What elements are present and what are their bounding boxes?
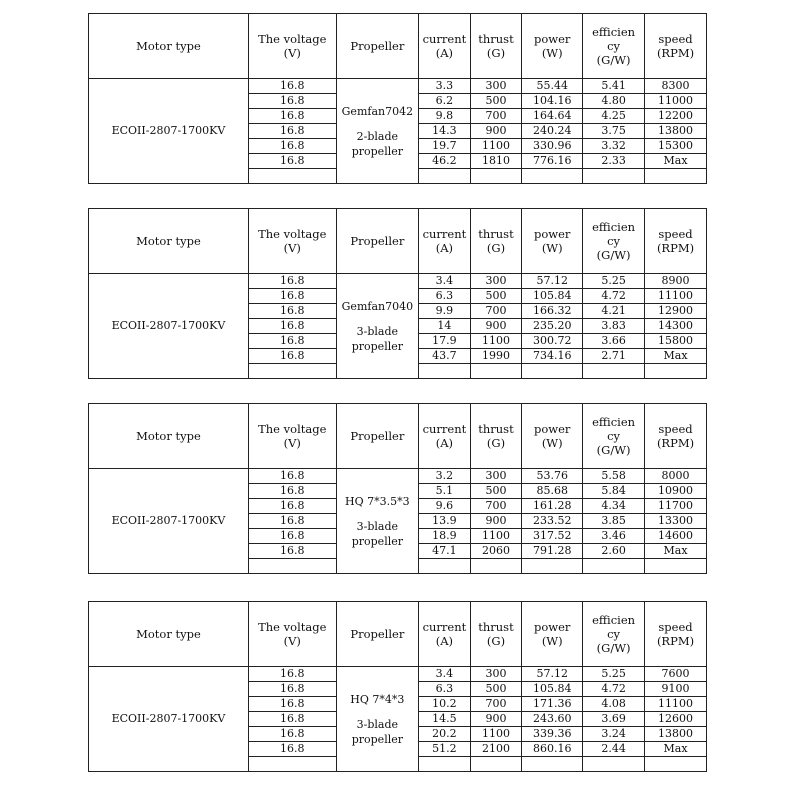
header-voltage xyxy=(248,602,336,667)
cell-voltage: 16.8 xyxy=(248,154,336,169)
cell-speed: Max xyxy=(645,154,707,169)
header-line: (RPM) xyxy=(656,436,695,450)
cell-thrust: 2060 xyxy=(470,544,522,559)
cell-power: 235.20 xyxy=(522,319,583,334)
propeller-line: Gemfan7040 xyxy=(341,299,414,313)
header-line: efficien xyxy=(592,25,636,39)
header-line: cy xyxy=(607,627,621,641)
motor-spec-table xyxy=(88,601,707,772)
cell-power: 105.84 xyxy=(522,289,583,304)
header-current xyxy=(419,14,471,79)
propeller-line: HQ 7*3.5*3 xyxy=(345,494,410,508)
cell-power: 164.64 xyxy=(522,109,583,124)
header-power xyxy=(522,209,583,274)
cell-thrust: 500 xyxy=(470,94,522,109)
header-voltage xyxy=(248,404,336,469)
cell-power: 300.72 xyxy=(522,334,583,349)
header-line: (V) xyxy=(283,436,301,450)
header-voltage xyxy=(248,209,336,274)
cell-speed: 13800 xyxy=(645,727,707,742)
header-propeller: Propeller xyxy=(336,404,419,469)
cell-thrust: 300 xyxy=(470,274,522,289)
blank-cell xyxy=(248,364,336,379)
cell-speed: 13800 xyxy=(645,124,707,139)
cell-efficiency: 3.83 xyxy=(583,319,645,334)
propeller-cell xyxy=(336,667,419,772)
cell-power: 791.28 xyxy=(522,544,583,559)
cell-current: 47.1 xyxy=(419,544,471,559)
motor-type-cell: ECOII-2807-1700KV xyxy=(89,667,249,772)
blank-cell xyxy=(248,169,336,184)
header-motor-type: Motor type xyxy=(89,404,249,469)
blank-cell xyxy=(470,757,522,772)
cell-speed: 11700 xyxy=(645,499,707,514)
blank-cell xyxy=(522,364,583,379)
blank-cell xyxy=(419,559,471,574)
header-efficiency xyxy=(583,602,645,667)
cell-current: 14 xyxy=(419,319,471,334)
header-line: (G) xyxy=(486,634,506,648)
header-propeller: Propeller xyxy=(336,209,419,274)
cell-thrust: 1100 xyxy=(470,529,522,544)
cell-efficiency: 5.58 xyxy=(583,469,645,484)
cell-efficiency: 4.72 xyxy=(583,289,645,304)
blank-cell xyxy=(419,757,471,772)
header-line: cy xyxy=(607,234,621,248)
cell-power: 85.68 xyxy=(522,484,583,499)
cell-current: 46.2 xyxy=(419,154,471,169)
cell-efficiency: 3.46 xyxy=(583,529,645,544)
cell-power: 105.84 xyxy=(522,682,583,697)
cell-speed: 10900 xyxy=(645,484,707,499)
header-voltage xyxy=(248,14,336,79)
blank-cell xyxy=(645,169,707,184)
header-line: (RPM) xyxy=(656,46,695,60)
cell-voltage: 16.8 xyxy=(248,304,336,319)
header-speed xyxy=(645,602,707,667)
cell-power: 166.32 xyxy=(522,304,583,319)
cell-efficiency: 3.85 xyxy=(583,514,645,529)
cell-speed: Max xyxy=(645,544,707,559)
header-propeller: Propeller xyxy=(336,602,419,667)
cell-voltage: 16.8 xyxy=(248,499,336,514)
header-line: current xyxy=(422,227,467,241)
header-row xyxy=(89,404,707,469)
header-thrust xyxy=(470,602,522,667)
blank-cell xyxy=(248,757,336,772)
motor-spec-table xyxy=(88,13,707,184)
header-line: (V) xyxy=(283,46,301,60)
header-row xyxy=(89,14,707,79)
header-line: (W) xyxy=(541,436,563,450)
header-line: (A) xyxy=(435,241,454,255)
header-line: (A) xyxy=(435,436,454,450)
header-line: (W) xyxy=(541,46,563,60)
cell-current: 13.9 xyxy=(419,514,471,529)
blank-cell xyxy=(645,757,707,772)
header-line: power xyxy=(533,32,571,46)
header-line: (RPM) xyxy=(656,634,695,648)
header-line: (G/W) xyxy=(596,248,631,262)
cell-voltage: 16.8 xyxy=(248,124,336,139)
cell-thrust: 700 xyxy=(470,697,522,712)
cell-power: 339.36 xyxy=(522,727,583,742)
header-thrust xyxy=(470,14,522,79)
cell-thrust: 500 xyxy=(470,289,522,304)
cell-voltage: 16.8 xyxy=(248,94,336,109)
cell-current: 18.9 xyxy=(419,529,471,544)
blank-cell xyxy=(645,364,707,379)
cell-thrust: 300 xyxy=(470,79,522,94)
header-line: power xyxy=(533,422,571,436)
header-speed xyxy=(645,14,707,79)
cell-voltage: 16.8 xyxy=(248,484,336,499)
header-motor-type: Motor type xyxy=(89,14,249,79)
cell-efficiency: 5.84 xyxy=(583,484,645,499)
propeller-line: propeller xyxy=(351,144,403,158)
cell-current: 17.9 xyxy=(419,334,471,349)
cell-thrust: 300 xyxy=(470,469,522,484)
header-power xyxy=(522,602,583,667)
header-line: (G/W) xyxy=(596,641,631,655)
cell-thrust: 900 xyxy=(470,514,522,529)
cell-power: 734.16 xyxy=(522,349,583,364)
cell-power: 57.12 xyxy=(522,667,583,682)
cell-efficiency: 3.75 xyxy=(583,124,645,139)
cell-voltage: 16.8 xyxy=(248,514,336,529)
header-line: (G/W) xyxy=(596,53,631,67)
cell-power: 240.24 xyxy=(522,124,583,139)
header-speed xyxy=(645,404,707,469)
header-line: (G) xyxy=(486,46,506,60)
cell-voltage: 16.8 xyxy=(248,79,336,94)
cell-thrust: 900 xyxy=(470,124,522,139)
cell-voltage: 16.8 xyxy=(248,139,336,154)
blank-cell xyxy=(522,757,583,772)
cell-power: 161.28 xyxy=(522,499,583,514)
cell-thrust: 900 xyxy=(470,712,522,727)
cell-speed: 11100 xyxy=(645,697,707,712)
header-current xyxy=(419,602,471,667)
cell-voltage: 16.8 xyxy=(248,682,336,697)
cell-speed: 12900 xyxy=(645,304,707,319)
table-row xyxy=(89,274,707,289)
cell-speed: 8900 xyxy=(645,274,707,289)
cell-power: 330.96 xyxy=(522,139,583,154)
cell-speed: 15800 xyxy=(645,334,707,349)
header-efficiency xyxy=(583,404,645,469)
blank-cell xyxy=(419,364,471,379)
cell-efficiency: 2.44 xyxy=(583,742,645,757)
blank-cell xyxy=(522,559,583,574)
header-line: current xyxy=(422,620,467,634)
table-row xyxy=(89,667,707,682)
cell-voltage: 16.8 xyxy=(248,742,336,757)
cell-efficiency: 3.69 xyxy=(583,712,645,727)
cell-power: 860.16 xyxy=(522,742,583,757)
propeller-line: propeller xyxy=(351,732,403,746)
propeller-cell xyxy=(336,79,419,184)
cell-speed: 7600 xyxy=(645,667,707,682)
header-line: cy xyxy=(607,429,621,443)
header-row xyxy=(89,602,707,667)
header-line: speed xyxy=(658,422,693,436)
cell-efficiency: 5.25 xyxy=(583,667,645,682)
header-line: thrust xyxy=(478,422,514,436)
cell-efficiency: 3.24 xyxy=(583,727,645,742)
header-motor-type: Motor type xyxy=(89,209,249,274)
cell-speed: 12600 xyxy=(645,712,707,727)
cell-speed: 14300 xyxy=(645,319,707,334)
header-efficiency xyxy=(583,209,645,274)
cell-current: 5.1 xyxy=(419,484,471,499)
cell-voltage: 16.8 xyxy=(248,544,336,559)
cell-efficiency: 4.72 xyxy=(583,682,645,697)
cell-speed: 11100 xyxy=(645,289,707,304)
blank-cell xyxy=(583,364,645,379)
cell-thrust: 700 xyxy=(470,304,522,319)
blank-cell xyxy=(583,757,645,772)
header-efficiency xyxy=(583,14,645,79)
cell-voltage: 16.8 xyxy=(248,529,336,544)
cell-thrust: 2100 xyxy=(470,742,522,757)
header-line: The voltage xyxy=(258,32,327,46)
cell-current: 3.3 xyxy=(419,79,471,94)
cell-current: 20.2 xyxy=(419,727,471,742)
cell-voltage: 16.8 xyxy=(248,289,336,304)
cell-efficiency: 3.66 xyxy=(583,334,645,349)
cell-speed: 11000 xyxy=(645,94,707,109)
cell-speed: 15300 xyxy=(645,139,707,154)
cell-speed: 8300 xyxy=(645,79,707,94)
cell-current: 9.8 xyxy=(419,109,471,124)
propeller-line: HQ 7*4*3 xyxy=(350,692,405,706)
header-current xyxy=(419,209,471,274)
cell-thrust: 700 xyxy=(470,499,522,514)
blank-cell xyxy=(583,169,645,184)
header-line: The voltage xyxy=(258,620,327,634)
propeller-line: Gemfan7042 xyxy=(341,104,414,118)
cell-current: 9.9 xyxy=(419,304,471,319)
cell-thrust: 500 xyxy=(470,484,522,499)
header-propeller: Propeller xyxy=(336,14,419,79)
motor-type-cell: ECOII-2807-1700KV xyxy=(89,79,249,184)
blank-cell xyxy=(645,559,707,574)
cell-speed: 14600 xyxy=(645,529,707,544)
cell-thrust: 700 xyxy=(470,109,522,124)
cell-voltage: 16.8 xyxy=(248,697,336,712)
cell-efficiency: 5.25 xyxy=(583,274,645,289)
cell-thrust: 900 xyxy=(470,319,522,334)
blank-cell xyxy=(470,364,522,379)
cell-current: 6.3 xyxy=(419,682,471,697)
cell-voltage: 16.8 xyxy=(248,319,336,334)
motor-spec-table xyxy=(88,208,707,379)
header-power xyxy=(522,404,583,469)
cell-voltage: 16.8 xyxy=(248,469,336,484)
cell-efficiency: 4.08 xyxy=(583,697,645,712)
cell-current: 43.7 xyxy=(419,349,471,364)
propeller-line: 3-blade xyxy=(356,717,399,731)
cell-thrust: 1810 xyxy=(470,154,522,169)
cell-voltage: 16.8 xyxy=(248,334,336,349)
blank-cell xyxy=(583,559,645,574)
header-thrust xyxy=(470,404,522,469)
cell-thrust: 1990 xyxy=(470,349,522,364)
cell-efficiency: 4.25 xyxy=(583,109,645,124)
propeller-line: 2-blade xyxy=(356,129,399,143)
header-line: speed xyxy=(658,32,693,46)
cell-efficiency: 3.32 xyxy=(583,139,645,154)
cell-voltage: 16.8 xyxy=(248,109,336,124)
header-line: efficien xyxy=(592,613,636,627)
cell-power: 57.12 xyxy=(522,274,583,289)
cell-current: 14.5 xyxy=(419,712,471,727)
cell-current: 3.4 xyxy=(419,274,471,289)
cell-thrust: 1100 xyxy=(470,727,522,742)
header-line: speed xyxy=(658,620,693,634)
propeller-line: propeller xyxy=(351,534,403,548)
cell-thrust: 300 xyxy=(470,667,522,682)
propeller-line: propeller xyxy=(351,339,403,353)
cell-efficiency: 4.34 xyxy=(583,499,645,514)
header-line: current xyxy=(422,32,467,46)
cell-voltage: 16.8 xyxy=(248,727,336,742)
blank-cell xyxy=(419,169,471,184)
cell-current: 14.3 xyxy=(419,124,471,139)
cell-current: 51.2 xyxy=(419,742,471,757)
cell-speed: 12200 xyxy=(645,109,707,124)
cell-thrust: 1100 xyxy=(470,334,522,349)
cell-current: 19.7 xyxy=(419,139,471,154)
header-line: (V) xyxy=(283,241,301,255)
header-line: thrust xyxy=(478,620,514,634)
blank-cell xyxy=(522,169,583,184)
header-line: thrust xyxy=(478,32,514,46)
motor-type-cell: ECOII-2807-1700KV xyxy=(89,469,249,574)
cell-power: 55.44 xyxy=(522,79,583,94)
cell-efficiency: 2.71 xyxy=(583,349,645,364)
header-line: (A) xyxy=(435,46,454,60)
cell-thrust: 500 xyxy=(470,682,522,697)
cell-speed: Max xyxy=(645,742,707,757)
header-line: thrust xyxy=(478,227,514,241)
motor-type-cell: ECOII-2807-1700KV xyxy=(89,274,249,379)
header-line: cy xyxy=(607,39,621,53)
cell-power: 171.36 xyxy=(522,697,583,712)
header-line: The voltage xyxy=(258,422,327,436)
cell-current: 3.4 xyxy=(419,667,471,682)
blank-cell xyxy=(470,559,522,574)
header-line: The voltage xyxy=(258,227,327,241)
cell-power: 317.52 xyxy=(522,529,583,544)
table-row xyxy=(89,469,707,484)
cell-thrust: 1100 xyxy=(470,139,522,154)
cell-speed: 9100 xyxy=(645,682,707,697)
cell-power: 104.16 xyxy=(522,94,583,109)
header-line: (W) xyxy=(541,241,563,255)
cell-efficiency: 5.41 xyxy=(583,79,645,94)
header-line: power xyxy=(533,620,571,634)
header-speed xyxy=(645,209,707,274)
header-line: speed xyxy=(658,227,693,241)
cell-voltage: 16.8 xyxy=(248,349,336,364)
cell-power: 233.52 xyxy=(522,514,583,529)
cell-voltage: 16.8 xyxy=(248,667,336,682)
cell-efficiency: 2.33 xyxy=(583,154,645,169)
header-line: (G) xyxy=(486,436,506,450)
header-row xyxy=(89,209,707,274)
cell-current: 9.6 xyxy=(419,499,471,514)
cell-current: 10.2 xyxy=(419,697,471,712)
cell-power: 776.16 xyxy=(522,154,583,169)
cell-voltage: 16.8 xyxy=(248,274,336,289)
header-line: current xyxy=(422,422,467,436)
propeller-line: 3-blade xyxy=(356,519,399,533)
header-line: (W) xyxy=(541,634,563,648)
cell-efficiency: 2.60 xyxy=(583,544,645,559)
header-line: (A) xyxy=(435,634,454,648)
header-current xyxy=(419,404,471,469)
header-line: (G/W) xyxy=(596,443,631,457)
header-line: efficien xyxy=(592,220,636,234)
header-line: (V) xyxy=(283,634,301,648)
propeller-cell xyxy=(336,274,419,379)
blank-cell xyxy=(470,169,522,184)
cell-efficiency: 4.80 xyxy=(583,94,645,109)
cell-speed: Max xyxy=(645,349,707,364)
header-line: (G) xyxy=(486,241,506,255)
header-line: power xyxy=(533,227,571,241)
blank-cell xyxy=(248,559,336,574)
motor-spec-table xyxy=(88,403,707,574)
header-motor-type: Motor type xyxy=(89,602,249,667)
header-thrust xyxy=(470,209,522,274)
cell-current: 6.2 xyxy=(419,94,471,109)
propeller-line: 3-blade xyxy=(356,324,399,338)
table-row xyxy=(89,79,707,94)
cell-current: 3.2 xyxy=(419,469,471,484)
cell-speed: 8000 xyxy=(645,469,707,484)
cell-current: 6.3 xyxy=(419,289,471,304)
cell-power: 53.76 xyxy=(522,469,583,484)
header-line: efficien xyxy=(592,415,636,429)
cell-speed: 13300 xyxy=(645,514,707,529)
cell-efficiency: 4.21 xyxy=(583,304,645,319)
header-line: (RPM) xyxy=(656,241,695,255)
cell-power: 243.60 xyxy=(522,712,583,727)
cell-voltage: 16.8 xyxy=(248,712,336,727)
propeller-cell xyxy=(336,469,419,574)
header-power xyxy=(522,14,583,79)
